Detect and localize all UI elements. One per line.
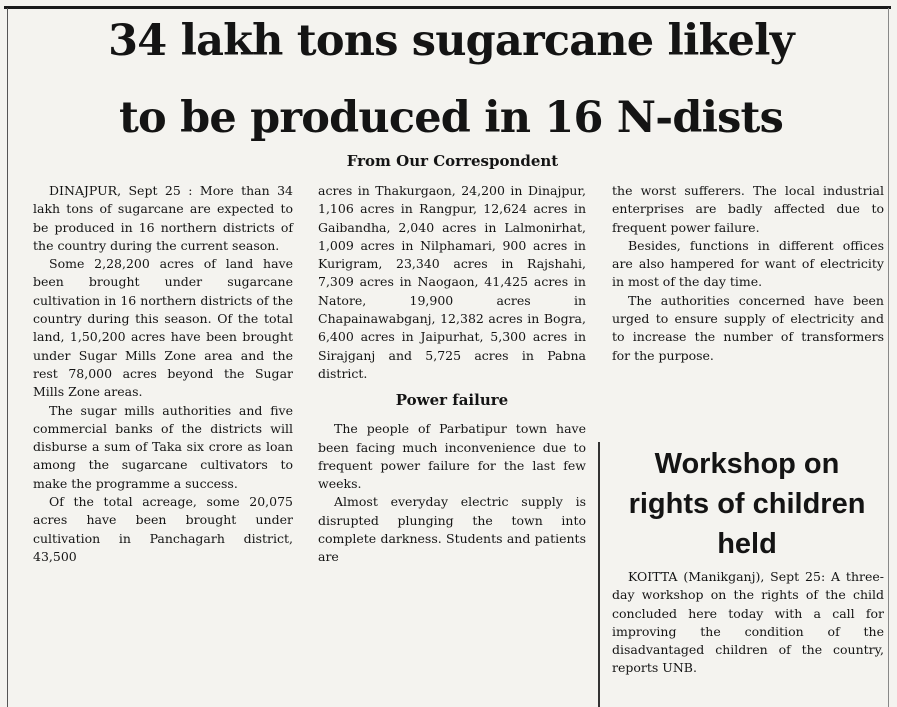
- article-column-2: [318, 182, 586, 567]
- paragraph: The sugar mills authorities and five commercial banks of the districts will disburse a sum of Taka six crore as loan among the sugarcane cultivators to make the programme a success.: [33, 402, 293, 491]
- paragraph-continuation: the worst sufferers. The local industrial enterprises are badly affected due to frequent power failure.: [612, 183, 884, 235]
- column-divider: [598, 442, 600, 707]
- workshop-headline: Workshop on rights of children held: [628, 448, 866, 560]
- workshop-article: [612, 568, 884, 678]
- right-border: [888, 8, 889, 707]
- paragraph: Besides, functions in different offices are also hampered for want of electricity in most of the day time.: [612, 237, 884, 290]
- subhead-power-failure: Power failure: [395, 391, 509, 410]
- paragraph: The people of Parbatipur town have been facing much inconvenience due to frequent power failure for the last few weeks.: [318, 421, 586, 492]
- paragraph: Almost everyday electric supply is disrupted plunging the town into complete darkness. Students and patients are: [318, 494, 586, 565]
- paragraph: The authorities concerned have been urged to ensure supply of electricity and to increase the number of transformers for the purpose.: [612, 292, 884, 363]
- paragraph-dateline: KOITTA (Manikganj), Sept 25: A three-day workshop on the rights of the child concluded here today with a call for improving the condition of the disadvantaged children of the country, reports UNB.: [612, 569, 884, 676]
- paragraph-continuation: acres in Thakurgaon, 24,200 in Dinajpur, 1,106 acres in Rangpur, 12,624 acres in Gaibandha, 2,040 acres in Lalmonirhat, 1,009 acres in Nilphamari, 900 acres in Kurigram, 23,340 acres in Rajshahi, 7,309 acres in Naogaon, 41,425 acres in Natore, 19,900 acres in Chapainawabganj, 12,382 acres in Bogra, 6,400 acres in Jaipurhat, 5,300 acres in Sirajganj and 5,725 acres in Pabna district.: [318, 183, 586, 381]
- left-border: [7, 8, 8, 707]
- article-column-3: [612, 182, 884, 365]
- headline-line-1: 34 lakh tons sugarcane likely: [108, 16, 794, 66]
- paragraph: Of the total acreage, some 20,075 acres have been brought under cultivation in Panchagarh district, 43,500: [33, 494, 293, 564]
- headline-line-2: to be produced in 16 N-dists: [118, 93, 784, 143]
- byline: From Our Correspondent: [346, 152, 559, 170]
- paragraph: Some 2,28,200 acres of land have been brought under sugarcane cultivation in 16 northern districts of the country during this season. Of the total land, 1,50,200 acres have been brought under Sugar Mills Zone area and the rest 78,000 acres beyond the Sugar Mills Zone areas.: [33, 256, 293, 400]
- paragraph-dateline: DINAJPUR, Sept 25 : More than 34 lakh tons of sugarcane are expected to be produced in 16 northern districts of the country during the current season.: [33, 183, 293, 253]
- article-column-1: [33, 182, 293, 566]
- top-rule: [4, 6, 891, 9]
